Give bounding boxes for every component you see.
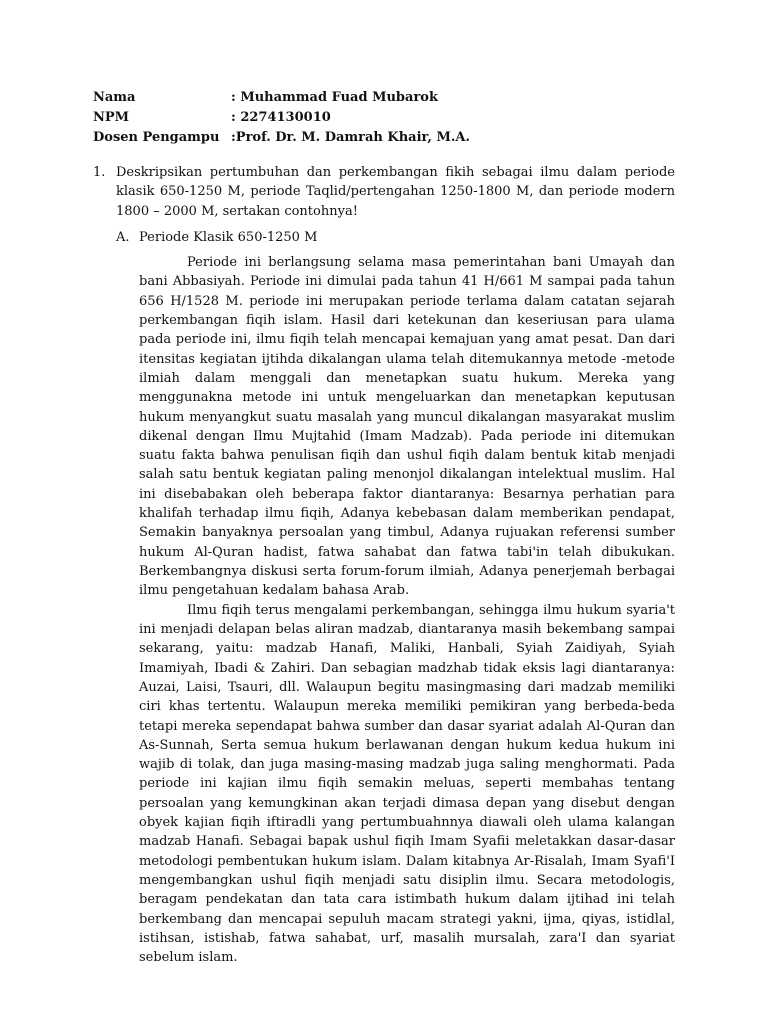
lecturer-row [93, 128, 470, 148]
section-a-letter: A. [116, 230, 130, 245]
npm-row [93, 108, 470, 128]
npm-value: : 2274130010 [231, 110, 331, 125]
question-text: Deskripsikan pertumbuhan dan perkembangan fikih sebagai ilmu dalam periode klasik 650-1250 M, periode Taqlid/pertengahan 1250-1800 M, dan periode modern 1800 – 2000 M, sertakan contohnya! [116, 165, 675, 219]
question-number: 1. [93, 165, 106, 180]
paragraph-1: Periode ini berlangsung selama masa pemerintahan bani Umayah dan bani Abbasiyah. Periode ini dimulai pada tahun 41 H/661 M sampai pada tahun 656 H/1528 M. periode ini merupakan periode terlama dalam catatan sejarah perkembangan fiqih islam. Hasil dari ketekunan dan keseriusan para ulama pada periode ini, ilmu fiqih telah mencapai kemajuan yang amat pesat. Dan dari itensitas kegiatan ijtihda dikalangan ulama telah ditemukannya metode -metode ilmiah dalam menggali dan menetapkan suatu hukum. Mereka yang menggunakna metode ini untuk mengeluarkan dan menetapkan keputusan hukum menyangkut suatu masalah yang muncul dikalangan masyarakat muslim dikenal dengan Ilmu Mujtahid (Imam Madzab). Pada periode ini ditemukan suatu fakta bahwa penulisan fiqih dan ushul fiqih dalam bentuk kitab menjadi salah satu bentuk kegiatan paling menonjol dikalangan intelektual muslim. Hal ini disebabakan oleh beberapa faktor diantaranya: Besarnya perhatian para khalifah terhadap ilmu fiqih, Adanya kebebasan dalam memberikan pendapat, Semakin banyaknya persoalan yang timbul, Adanya rujuakan referensi sumber hukum Al-Quran hadist, fatwa sahabat dan fatwa tabi'in telah dibukukan. Berkembangnya diskusi serta forum-forum ilmiah, Adanya penerjemah berbagai ilmu pengetahuan kedalam bahasa Arab. [139, 255, 675, 599]
lecturer-value: :Prof. Dr. M. Damrah Khair, M.A. [231, 130, 470, 145]
section-a-heading [116, 228, 317, 247]
paragraph-2: Ilmu fiqih terus mengalami perkembangan, sehingga ilmu hukum syaria't ini menjadi delapan belas aliran madzab, diantaranya masih bekembang sampai sekarang, yaitu: madzab Hanafi, Maliki, Hanbali, Syiah Zaidiyah, Syiah Imamiyah, Ibadi & Zahiri. Dan sebagian madzhab tidak eksis lagi diantaranya: Auzai, Laisi, Tsauri, dll. Walaupun begitu masingmasing dari madzab memiliki ciri khas tertentu. Walaupun mereka memiliki pemikiran yang berbeda-beda tetapi mereka sependapat bahwa sumber dan dasar syariat adalah Al-Quran dan As-Sunnah, Serta semua hukum berlawanan dengan hukum kedua hukum ini wajib di tolak, dan juga masing-masing madzab juga saling menghormati. Pada periode ini kajian ilmu fiqih semakin meluas, seperti membahas tentang persoalan yang kemungkinan akan terjadi dimasa depan yang disebut dengan obyek kajian fiqih iftiradli yang pertumbuahnnya diawali oleh ulama kalangan madzab Hanafi. Sebagai bapak ushul fiqih Imam Syafii meletakkan dasar-dasar metodologi pembentukan hukum islam. Dalam kitabnya Ar-Risalah, Imam Syafi'I mengembangkan ushul fiqih menjadi satu disiplin ilmu. Secara metodologis, beragam pendekatan dan tata cara istimbath hukum dalam ijtihad ini telah berkembang dan mencapai sepuluh macam strategi yakni, ijma, qiyas, istidlal, istihsan, istishab, fatwa sahabat, urf, masalih mursalah, zara'I dan syariat sebelum islam. [139, 602, 675, 966]
student-info-header [93, 88, 470, 148]
name-label: Nama [93, 90, 136, 105]
question-1 [93, 163, 675, 221]
npm-label: NPM [93, 110, 130, 125]
section-a-title: Periode Klasik 650-1250 M [139, 230, 318, 245]
name-row [93, 88, 470, 108]
name-value: : Muhammad Fuad Mubarok [231, 90, 438, 105]
lecturer-label: Dosen Pengampu [93, 130, 220, 145]
section-a-body [139, 253, 675, 968]
